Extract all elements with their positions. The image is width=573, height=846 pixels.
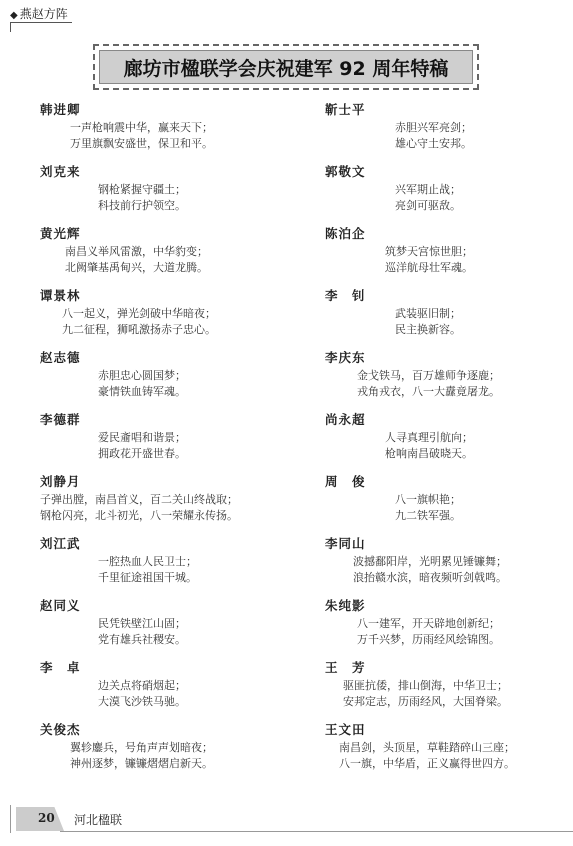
couplet-line: 筑梦天宫惊世胆；	[385, 245, 473, 258]
couplet-line: 赤胆忠心圆国梦；	[98, 369, 186, 382]
couplet-text	[40, 740, 290, 772]
couplet-line: 八一起义，弹光剑破中华暗夜；	[62, 307, 216, 320]
couplet-line: 武装驱旧制；	[395, 307, 461, 320]
couplet-line: 八一旗，中华盾，正义赢得世四方。	[339, 757, 515, 770]
couplet-line: 翼轸鏖兵，号角声声划暗夜；	[70, 741, 213, 754]
diamond-icon: ◆	[10, 10, 18, 21]
couplet-text	[40, 306, 290, 338]
publication-name: 河北楹联	[74, 813, 123, 827]
right-column	[325, 100, 573, 782]
couplet-line: 安邦定志，历雨经风，大国脊梁。	[343, 695, 508, 708]
couplet-entry	[40, 720, 290, 782]
couplet-line: 一声枪响震中华，赢来天下；	[70, 121, 213, 134]
couplet-line: 爱民齑唱和谐景；	[98, 431, 186, 444]
couplet-line: 钢枪紧握守疆土；	[98, 183, 186, 196]
author-name: 赵同义	[40, 598, 81, 613]
couplet-line: 八一旗帜艳；	[395, 493, 461, 506]
couplet-line: 雄心守土安邦。	[395, 137, 472, 150]
page-title: 廊坊市楹联学会庆祝建军 92 周年特稿	[99, 50, 473, 84]
couplet-line: 大漠飞沙铁马驰。	[98, 695, 186, 708]
couplet-entry	[40, 100, 290, 162]
couplet-line: 九二征程，狮吼激扬赤子忠心。	[62, 323, 216, 336]
couplet-text	[40, 120, 290, 152]
couplet-entry	[40, 162, 290, 224]
author-name: 陈泊企	[325, 226, 366, 241]
couplet-line: 浪抬赣水滨，暗夜频听剑戟鸣。	[353, 571, 507, 584]
couplet-line: 民凭铁壁江山固；	[98, 617, 186, 630]
couplet-text	[40, 616, 290, 648]
section-name: 燕赵方阵	[19, 7, 68, 21]
couplet-entry	[325, 720, 573, 782]
footer-bar	[10, 805, 11, 833]
couplet-entry	[40, 658, 290, 720]
couplet-text	[325, 740, 573, 772]
author-name: 李 卓	[40, 660, 81, 675]
author-name: 李德群	[40, 412, 81, 427]
author-name: 李庆东	[325, 350, 366, 365]
couplet-line: 神州逐梦，镰镰熠熠启新天。	[70, 757, 213, 770]
author-name: 关俊杰	[40, 722, 81, 737]
couplet-line: 枪响南昌破晓天。	[385, 447, 473, 460]
couplet-line: 巡洋航母壮军魂。	[385, 261, 473, 274]
couplet-entry	[40, 534, 290, 596]
couplet-text	[40, 182, 290, 214]
couplet-entry	[40, 410, 290, 472]
couplet-text	[325, 430, 573, 462]
couplet-entry	[325, 224, 573, 286]
couplet-text	[325, 120, 573, 152]
couplet-text	[40, 244, 290, 276]
header-rule	[10, 22, 11, 32]
couplet-text	[40, 678, 290, 710]
couplet-line: 戎角戎衣，八一大纛竟屠龙。	[357, 385, 500, 398]
couplet-text	[325, 554, 573, 586]
title-frame	[93, 44, 479, 90]
couplet-line: 波撼鄱阳岸，光明累见锤镰舞；	[353, 555, 507, 568]
couplet-line: 万千兴梦，历雨经风绘锦图。	[357, 633, 500, 646]
couplet-line: 子弹出膛，南昌首义，百二关山终战取；	[40, 493, 238, 506]
author-name: 王 芳	[325, 660, 366, 675]
couplet-entry	[325, 658, 573, 720]
couplet-entry	[40, 348, 290, 410]
couplet-line: 亮剑可驱敌。	[395, 199, 461, 212]
couplet-text	[325, 244, 573, 276]
couplet-text	[40, 368, 290, 400]
couplet-line: 金戈铁马，百万雄师争逐鹿；	[357, 369, 500, 382]
author-name: 周 俊	[325, 474, 366, 489]
couplet-line: 边关点将硝烟起；	[98, 679, 186, 692]
couplet-line: 赤胆兴军亮剑；	[395, 121, 472, 134]
author-name: 刘江武	[40, 536, 81, 551]
couplet-line: 民主换新容。	[395, 323, 461, 336]
author-name: 刘静月	[40, 474, 81, 489]
left-column	[40, 100, 290, 782]
author-name: 郭敬文	[325, 164, 366, 179]
couplet-entry	[325, 534, 573, 596]
author-name: 韩进卿	[40, 102, 81, 117]
author-name: 刘克来	[40, 164, 81, 179]
author-name: 赵志德	[40, 350, 81, 365]
couplet-line: 一腔热血人民卫士；	[98, 555, 197, 568]
couplet-text	[325, 306, 573, 338]
couplet-line: 拥政花开盛世春。	[98, 447, 186, 460]
author-name: 李 钊	[325, 288, 366, 303]
section-header	[10, 6, 72, 23]
couplet-line: 万里旗飘安盛世，保卫和平。	[70, 137, 213, 150]
page-number: 20	[38, 811, 55, 825]
couplet-line: 钢枪闪亮，北斗初光，八一荣耀永传扬。	[40, 509, 238, 522]
author-name: 李同山	[325, 536, 366, 551]
author-name: 朱纯影	[325, 598, 366, 613]
couplet-entry	[40, 286, 290, 348]
couplet-text	[40, 554, 290, 586]
couplet-entry	[325, 596, 573, 658]
author-name: 王文田	[325, 722, 366, 737]
couplet-line: 人寻真理引航向；	[385, 431, 473, 444]
couplet-text	[325, 678, 573, 710]
couplet-line: 科技前行护领空。	[98, 199, 186, 212]
couplet-entry	[325, 162, 573, 224]
couplet-entry	[325, 348, 573, 410]
couplet-line: 九二铁军强。	[395, 509, 461, 522]
footer-divider	[60, 831, 573, 832]
couplet-line: 南昌义举风雷激，中华豹变；	[65, 245, 208, 258]
author-name: 谭景林	[40, 288, 81, 303]
couplet-line: 党有雄兵社稷安。	[98, 633, 186, 646]
couplet-entry	[40, 472, 290, 534]
couplet-line: 南昌剑，头顶星，草鞋踏碎山三座；	[339, 741, 515, 754]
couplet-line: 豪情铁血铸军魂。	[98, 385, 186, 398]
couplet-entry	[325, 100, 573, 162]
couplet-text	[40, 492, 290, 524]
couplet-text	[40, 430, 290, 462]
author-name: 黄光辉	[40, 226, 81, 241]
couplet-entry	[325, 472, 573, 534]
couplet-line: 千里征途祖国干城。	[98, 571, 197, 584]
couplet-line: 北阙肇基禹甸兴，大道龙腾。	[65, 261, 208, 274]
author-name: 靳士平	[325, 102, 366, 117]
couplet-entry	[40, 224, 290, 286]
couplet-entry	[325, 410, 573, 472]
couplet-text	[325, 492, 573, 524]
couplet-line: 兴军期止战；	[395, 183, 461, 196]
couplet-entry	[325, 286, 573, 348]
couplet-text	[325, 368, 573, 400]
couplet-text	[325, 616, 573, 648]
couplet-text	[325, 182, 573, 214]
couplet-line: 驱匪抗倭，排山倒海，中华卫士；	[343, 679, 508, 692]
couplet-line: 八一建军，开天辟地创新纪；	[357, 617, 500, 630]
couplet-entry	[40, 596, 290, 658]
author-name: 尚永超	[325, 412, 366, 427]
